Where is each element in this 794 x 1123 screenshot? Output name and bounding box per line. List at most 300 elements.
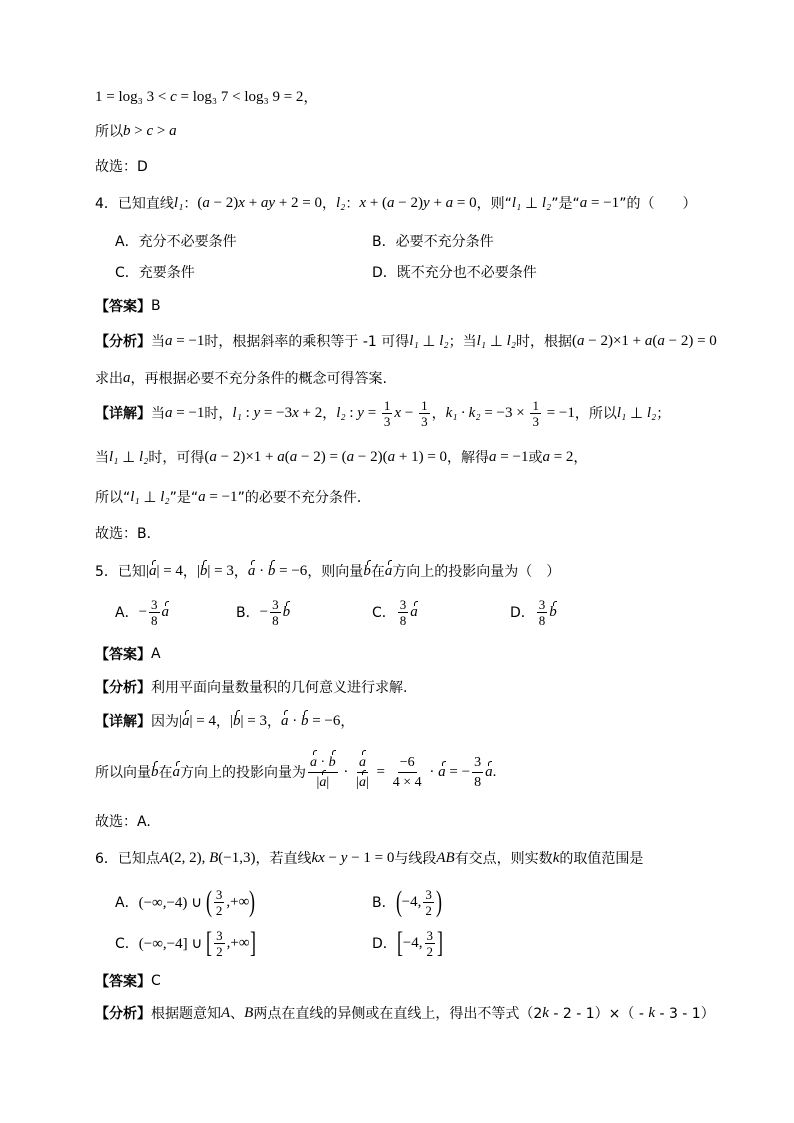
math-variable: y xyxy=(357,404,364,421)
math-expression: ⊥ xyxy=(486,333,507,350)
text: ， xyxy=(322,406,337,422)
text: 求出 xyxy=(95,371,123,387)
choice-line xyxy=(95,154,148,178)
vector-variable: a xyxy=(247,562,256,579)
text: 有交点，则实数 xyxy=(454,851,553,867)
fraction xyxy=(423,887,434,918)
option-label: A． xyxy=(115,605,139,621)
math-variable: k xyxy=(552,849,560,866)
math-expression: | = 4 xyxy=(156,562,183,579)
math-expression: − 2)×1 + xyxy=(584,332,645,349)
fraction-numerator: −6 xyxy=(398,753,417,773)
math-expression: = −6 xyxy=(308,712,341,729)
math-variable: a xyxy=(346,448,355,465)
math-variable: a xyxy=(209,448,217,465)
option-text: C．充要条件 xyxy=(115,265,195,281)
fraction-denominator: 2 xyxy=(216,943,223,959)
math-variable: ay xyxy=(260,194,276,211)
math-variable: a xyxy=(169,122,177,139)
fraction xyxy=(425,928,436,959)
math-expression: − 2) xyxy=(209,194,239,211)
math-expression: ( xyxy=(572,332,577,349)
fraction xyxy=(472,753,483,792)
text: 、 xyxy=(230,1006,245,1022)
text: ， xyxy=(340,714,355,730)
math-expression: : xyxy=(241,404,254,421)
math-variable: l₂ xyxy=(138,448,149,465)
fraction xyxy=(149,597,160,628)
math-expression: ( xyxy=(652,332,658,349)
math-expression: + 2 xyxy=(298,404,323,421)
math-expression: > xyxy=(153,122,170,139)
fraction-denominator xyxy=(354,773,371,792)
math-variable: a xyxy=(577,332,585,349)
q6-option-a xyxy=(115,885,256,918)
q5-choice xyxy=(95,809,151,833)
text: ；当 xyxy=(448,334,477,350)
q6-option-d xyxy=(372,926,443,959)
q4-analysis-line-1 xyxy=(95,329,717,353)
math-expression: 1 = log₃ 3 < xyxy=(95,88,171,105)
unit-vector-fraction xyxy=(354,753,371,792)
text: ： xyxy=(183,196,198,212)
math-expression: + 2 = 0 xyxy=(275,194,323,211)
fraction xyxy=(391,753,424,792)
text: 在 xyxy=(158,765,173,781)
text: - 3 - 1） xyxy=(655,1006,715,1022)
math-variable: l₁ xyxy=(511,194,522,211)
math-expression: − 2)( xyxy=(354,448,388,465)
q5-detail-line-2 xyxy=(95,754,497,790)
text: ，再根据必要不充分条件的概念可得答案. xyxy=(130,371,387,387)
close-bracket: ] xyxy=(249,926,256,959)
vector-variable: a xyxy=(438,763,446,780)
math-variable: l₁ xyxy=(130,488,140,505)
close-paren: ) xyxy=(435,885,442,918)
math-expression: | xyxy=(229,712,233,729)
text: 或 xyxy=(528,450,543,466)
option-label: C． xyxy=(372,605,396,621)
vector-variable: b xyxy=(233,712,241,729)
option-sign: − xyxy=(259,603,269,620)
fraction-denominator: 8 xyxy=(399,612,407,628)
text: ”是“ xyxy=(551,196,580,212)
dot-operator: · xyxy=(339,763,353,780)
close-paren: ) xyxy=(249,885,256,918)
fraction-denominator: 2 xyxy=(426,943,433,959)
math-expression: (−1,3) xyxy=(218,849,256,866)
vector-variable: a xyxy=(485,763,493,780)
fraction-denominator: 3 xyxy=(532,413,539,429)
math-expression: = 0 xyxy=(453,194,477,211)
math-expression: ( xyxy=(197,194,203,211)
math-variable: y xyxy=(253,404,261,421)
math-expression: ⊥ xyxy=(118,449,139,466)
text: ，所以 xyxy=(574,406,617,422)
math-expression: | = 3 xyxy=(240,712,267,729)
fraction-numerator: 3 xyxy=(272,596,279,612)
q6-stem xyxy=(95,846,643,870)
math-expression: · xyxy=(288,712,301,729)
math-expression: ⊥ xyxy=(626,405,647,422)
math-expression: = −1 xyxy=(496,448,529,465)
math-variable: AB xyxy=(436,849,455,866)
dot-operator: · xyxy=(317,754,329,770)
q4-answer xyxy=(95,294,161,318)
answer-value: C xyxy=(151,973,161,989)
q6-analysis-line-1 xyxy=(95,1001,715,1025)
math-variable: c xyxy=(146,122,154,139)
q4-choice xyxy=(95,521,161,545)
text: ： xyxy=(345,196,360,212)
math-variable: l₁ xyxy=(232,404,242,421)
text: 两点在直线的异侧或在直线上，得出不等式（2 xyxy=(253,1006,543,1022)
text: 与线段 xyxy=(394,851,437,867)
text: - 2 - 1）×（ - xyxy=(548,1006,649,1022)
fraction-numerator: 3 xyxy=(425,886,432,902)
math-expression: ⊥ xyxy=(139,489,161,506)
choice-text: 故选：B． xyxy=(95,526,161,542)
text: ”的必要不充分条件． xyxy=(237,490,371,506)
q5-option-a xyxy=(115,596,170,628)
fraction xyxy=(382,398,393,429)
text: 时，可得 xyxy=(148,450,205,466)
fraction-denominator: 8 xyxy=(538,612,546,628)
fraction-denominator: 8 xyxy=(272,612,279,628)
fraction-numerator: 3 xyxy=(215,886,223,902)
vector-variable: a xyxy=(358,774,366,790)
fraction-denominator: 4 × 4 xyxy=(392,774,422,790)
math-expression: = 2 xyxy=(549,448,574,465)
vector-variable: b xyxy=(300,712,309,729)
option-label: B． xyxy=(372,895,396,911)
math-variable: a xyxy=(657,332,665,349)
math-variable: kx xyxy=(311,849,325,866)
fraction xyxy=(270,597,281,628)
q4-option-b xyxy=(372,229,494,253)
math-expression: | xyxy=(179,712,183,729)
fraction-numerator: 1 xyxy=(383,397,391,413)
text: ， xyxy=(182,564,197,580)
q5-option-b xyxy=(236,596,291,628)
text: ，则向量 xyxy=(307,564,364,580)
text: ， xyxy=(322,196,337,212)
text: 的取值范围是 xyxy=(559,851,644,867)
fraction xyxy=(537,597,548,628)
text: ，解得 xyxy=(447,450,490,466)
option-label: D． xyxy=(510,605,535,621)
option-text: D．既不充分也不必要条件 xyxy=(372,265,537,281)
vector-variable: a xyxy=(280,712,289,729)
text: ， xyxy=(266,714,281,730)
abs-bar: | xyxy=(356,774,359,790)
q5-answer xyxy=(95,642,161,666)
math-expression: = −1 xyxy=(172,404,205,421)
text: 所以 xyxy=(95,124,123,140)
math-expression: ( xyxy=(204,448,210,465)
math-expression: + 1) = 0 xyxy=(395,448,448,465)
math-variable: l₁ xyxy=(109,448,119,465)
math-expression: = −6 xyxy=(275,562,308,579)
vector-variable: b xyxy=(282,603,291,620)
math-variable: c xyxy=(170,88,177,105)
choice-text: 故选：D xyxy=(95,159,148,175)
vector-variable: b xyxy=(267,562,276,579)
math-variable: a xyxy=(445,194,454,211)
open-bracket: [ xyxy=(396,926,403,959)
text: 在 xyxy=(370,564,385,580)
math-variable: B xyxy=(244,1004,254,1021)
math-expression: − 1 = 0 xyxy=(347,849,395,866)
math-expression: = −1 xyxy=(205,488,238,505)
open-bracket: [ xyxy=(206,926,213,959)
text: ，若直线 xyxy=(255,851,312,867)
math-expression: − 2) = 0 xyxy=(664,332,717,349)
interval: (−∞,−4] ∪ xyxy=(138,935,207,952)
fraction xyxy=(530,398,541,429)
abs-bar: | xyxy=(316,774,320,790)
math-variable: k xyxy=(542,1004,549,1021)
math-expression: ⊥ xyxy=(521,195,542,212)
math-expression: + ( xyxy=(366,194,388,211)
math-expression: − 2) = ( xyxy=(297,448,347,465)
math-variable: A xyxy=(221,1004,231,1021)
q4-option-d xyxy=(372,260,537,284)
fraction-numerator: 3 xyxy=(151,596,158,612)
interval: (−∞,−4) ∪ xyxy=(138,894,206,911)
math-variable: l₂ xyxy=(439,332,449,349)
answer-value: B xyxy=(151,298,161,314)
text: ”的（ ） xyxy=(619,196,697,212)
analysis-label: 【分析】 xyxy=(95,334,151,350)
fraction-denominator: 8 xyxy=(474,774,482,790)
math-variable: x xyxy=(238,194,245,211)
math-expression: = −3 xyxy=(260,404,293,421)
option-label: B． xyxy=(236,605,260,621)
math-variable: a xyxy=(202,194,210,211)
text: 当 xyxy=(151,334,165,350)
q6-option-b xyxy=(372,885,442,918)
fraction-numerator: 1 xyxy=(532,397,539,413)
math-expression: = log₃ 7 < log₃ 9 = 2 xyxy=(176,88,304,105)
fraction-numerator: 3 xyxy=(216,927,223,943)
math-expression: = −3 × xyxy=(480,404,529,421)
abs-bar: | xyxy=(365,774,369,790)
fraction-numerator: 3 xyxy=(399,596,407,612)
math-variable: x xyxy=(292,404,299,421)
math-variable: l₂ xyxy=(541,194,552,211)
math-variable: a xyxy=(289,448,298,465)
text: ， xyxy=(431,406,446,422)
option-text: A．充分不必要条件 xyxy=(115,234,237,250)
math-variable: a xyxy=(644,332,653,349)
vector-variable: a xyxy=(358,754,366,770)
q5-analysis xyxy=(95,675,407,699)
fraction-denominator: 2 xyxy=(425,902,432,918)
math-expression: ( xyxy=(284,448,290,465)
q4-detail-line-3 xyxy=(95,485,371,509)
math-variable: y xyxy=(340,849,348,866)
math-expression: = −1 xyxy=(172,332,205,349)
math-expression: | = 3 xyxy=(207,562,234,579)
fraction-denominator: 3 xyxy=(421,413,428,429)
math-expression: = −1 xyxy=(587,194,620,211)
math-variable: B xyxy=(209,849,219,866)
vector-variable: b xyxy=(328,754,336,770)
q4-detail-line-1 xyxy=(95,397,671,429)
math-expression: = −1 xyxy=(542,404,575,421)
detail-label: 【详解】 xyxy=(95,406,151,422)
math-expression: | = 4 xyxy=(189,712,216,729)
interval: −4, xyxy=(401,893,422,910)
choice-text: 故选：A. xyxy=(95,814,151,830)
fraction xyxy=(214,928,225,959)
option-label: C． xyxy=(115,936,139,952)
q4-option-c xyxy=(115,260,195,284)
math-expression: | xyxy=(145,562,149,579)
option-text: B．必要不充分条件 xyxy=(372,234,494,250)
math-expression: − xyxy=(401,404,418,421)
math-variable: a xyxy=(489,448,497,465)
text: ”是“ xyxy=(169,490,199,506)
math-expression: − xyxy=(324,849,341,866)
open-paren: ( xyxy=(395,885,402,918)
math-variable: k₁ · k₂ xyxy=(445,404,481,421)
text: 所以“ xyxy=(95,490,131,506)
math-variable: b xyxy=(123,122,131,139)
detail-label: 【详解】 xyxy=(95,714,151,730)
text: 当 xyxy=(151,406,165,422)
math-expression: = − xyxy=(445,763,471,780)
text: 当 xyxy=(95,450,109,466)
math-expression: + xyxy=(244,194,261,211)
conclusion-line xyxy=(95,119,177,143)
answer-label: 【答案】 xyxy=(95,974,151,990)
math-expression: · xyxy=(255,562,268,579)
abs-bar: | xyxy=(326,774,330,790)
text: ； xyxy=(656,406,671,422)
fraction-numerator: 3 xyxy=(472,753,483,773)
math-expression: | xyxy=(196,562,200,579)
math-variable: a xyxy=(387,448,396,465)
text: ， xyxy=(215,714,230,730)
q5-detail-line-1 xyxy=(95,709,354,733)
text: 6．已知点 xyxy=(95,851,160,867)
math-expression: = xyxy=(363,404,380,421)
text: 方向上的投影向量为（ ） xyxy=(392,564,561,580)
q5-option-c xyxy=(372,596,418,628)
punctuation: . xyxy=(492,763,497,780)
q4-detail-line-2 xyxy=(95,445,587,469)
math-variable: l₂ xyxy=(336,194,346,211)
punctuation: ， xyxy=(303,90,318,106)
text: ， xyxy=(233,564,248,580)
text: 时， xyxy=(204,406,233,422)
vector-variable: a xyxy=(410,603,418,620)
math-variable: l₁ xyxy=(409,332,419,349)
open-paren: ( xyxy=(205,885,212,918)
interval: −4, xyxy=(402,934,423,951)
math-expression: − 2)×1 + xyxy=(216,448,278,465)
math-variable: l₂ xyxy=(506,332,516,349)
vector-variable: b xyxy=(363,562,371,579)
math-variable: k xyxy=(648,1004,655,1021)
close-bracket: ] xyxy=(437,926,443,959)
math-variable: a xyxy=(123,369,131,386)
text: 因为 xyxy=(151,714,179,730)
text: 时，根据 xyxy=(516,334,572,350)
math-expression: : xyxy=(345,404,358,421)
math-variable: A xyxy=(159,849,170,866)
math-variable: l₁ xyxy=(476,332,487,349)
analysis-label: 【分析】 xyxy=(95,680,151,696)
fraction-denominator xyxy=(315,773,332,792)
math-variable: a xyxy=(579,194,588,211)
answer-label: 【答案】 xyxy=(95,647,151,663)
q5-stem xyxy=(95,559,560,583)
math-variable: l₁ xyxy=(616,404,627,421)
answer-label: 【答案】 xyxy=(95,299,151,315)
math-variable: l₂ xyxy=(646,404,657,421)
vector-variable: a xyxy=(148,562,157,579)
math-variable: l₂ xyxy=(336,404,346,421)
math-variable: a xyxy=(165,404,173,421)
fraction-numerator: 3 xyxy=(426,927,433,943)
math-variable: a xyxy=(387,194,395,211)
math-variable: x xyxy=(359,194,367,211)
math-variable: y xyxy=(423,194,430,211)
vector-variable: b xyxy=(151,763,159,780)
fraction xyxy=(398,597,409,628)
interval: ,+∞ xyxy=(226,893,250,910)
q4-option-a xyxy=(115,229,237,253)
fraction-denominator: 8 xyxy=(151,612,158,628)
vector-variable: a xyxy=(319,774,327,790)
text: ， xyxy=(573,450,588,466)
math-variable: a xyxy=(277,448,285,465)
option-label: A． xyxy=(115,895,139,911)
vector-variable: a xyxy=(182,712,190,729)
log-comparison-line xyxy=(95,85,317,109)
fraction-numerator: 1 xyxy=(421,397,428,413)
vector-variable: b xyxy=(199,562,208,579)
analysis-label: 【分析】 xyxy=(95,1006,151,1022)
text: ，则“ xyxy=(476,196,512,212)
math-expression: + xyxy=(429,194,446,211)
math-variable: l₂ xyxy=(160,488,170,505)
math-expression: = xyxy=(372,763,389,780)
q6-answer xyxy=(95,969,161,993)
vector-variable: a xyxy=(161,603,170,620)
vector-variable: a xyxy=(384,562,393,579)
math-variable: l₁ xyxy=(173,194,184,211)
math-variable: x xyxy=(394,404,402,421)
text: 时，根据斜率的乘积等于 -1 可得 xyxy=(204,334,410,350)
math-variable: a xyxy=(165,332,173,349)
math-expression: ⊥ xyxy=(418,333,440,350)
fraction xyxy=(419,398,430,429)
q4-stem xyxy=(95,191,696,215)
dot-operator: · xyxy=(425,763,439,780)
q4-analysis-line-2 xyxy=(95,366,387,390)
vector-variable: a xyxy=(310,754,317,770)
math-variable: a xyxy=(542,448,550,465)
option-label: D． xyxy=(372,936,397,952)
fraction-numerator: 3 xyxy=(538,596,546,612)
q6-option-c xyxy=(115,926,256,959)
fraction-denominator: 3 xyxy=(383,413,391,429)
text: 所以向量 xyxy=(95,765,151,781)
